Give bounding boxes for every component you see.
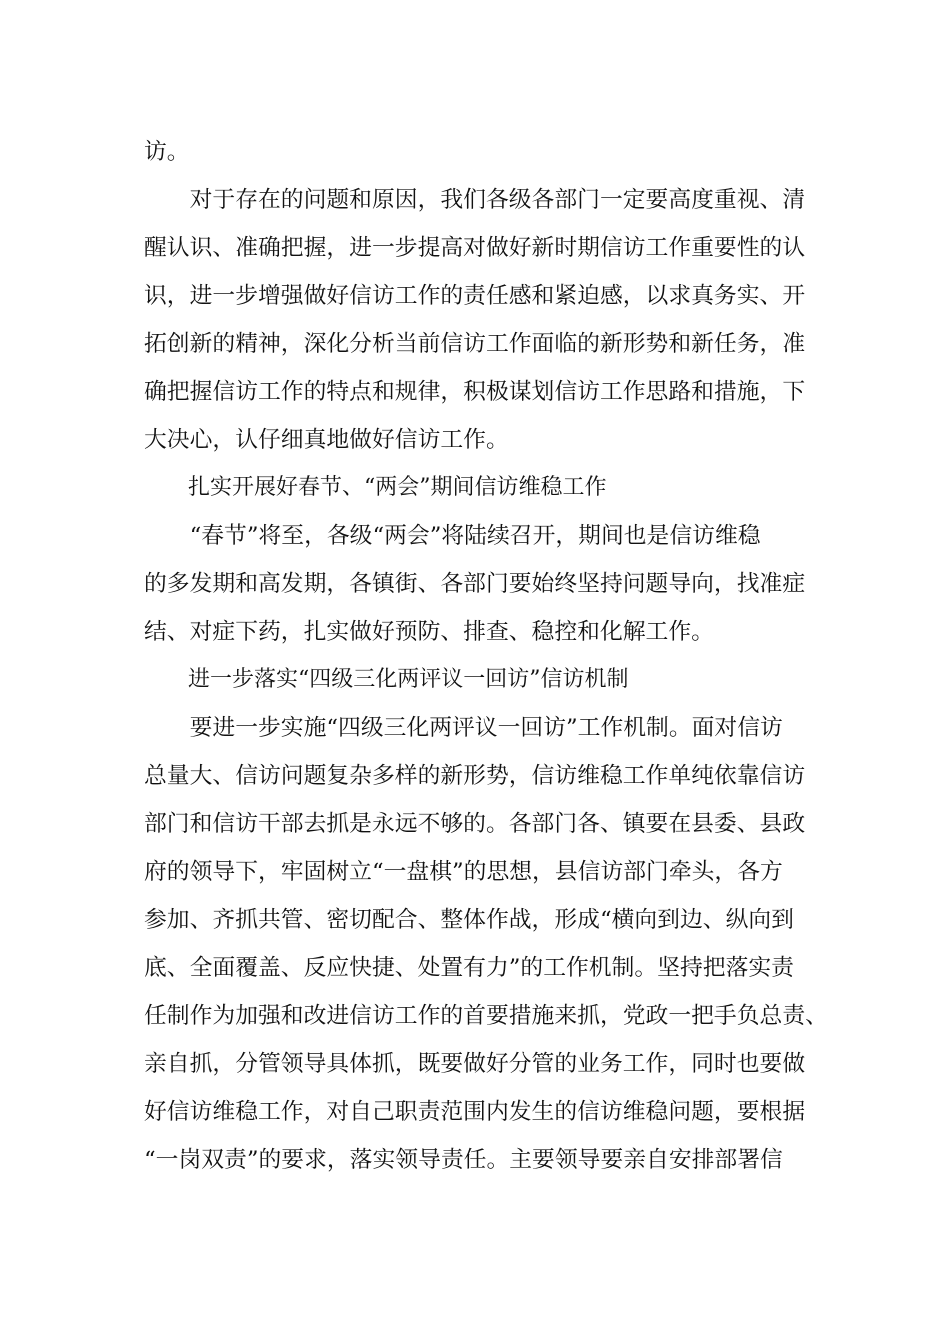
text-line: 识，进一步增强做好信访工作的责任感和紧迫感，以求真务实、开: [144, 283, 806, 309]
text-line: 参加、齐抓共管、密切配合、整体作战，形成“横向到边、纵向到: [144, 907, 794, 933]
text-line: 府的领导下，牢固树立“一盘棋”的思想，县信访部门牵头，各方: [144, 859, 783, 885]
text-line: 任制作为加强和改进信访工作的首要措施来抓，党政一把手负总责、: [144, 1003, 828, 1029]
text-line: 拓创新的精神，深化分析当前信访工作面临的新形势和新任务，准: [144, 331, 806, 357]
text-line: 大决心，认仔细真地做好信访工作。: [144, 427, 509, 453]
section-heading: 扎实开展好春节、“两会”期间信访维稳工作: [144, 475, 607, 500]
paragraph-line: “春节”将至，各级“两会”将陆续召开，期间也是信访维稳: [144, 523, 761, 549]
text-line: 好信访维稳工作，对自己职责范围内发生的信访维稳问题，要根据: [144, 1099, 806, 1125]
text-line: 部门和信访干部去抓是永远不够的。各部门各、镇要在县委、县政: [144, 811, 806, 837]
text-line: 的多发期和高发期，各镇街、各部门要始终坚持问题导向，找准症: [144, 571, 806, 597]
text-line: 亲自抓，分管领导具体抓，既要做好分管的业务工作，同时也要做: [144, 1051, 806, 1077]
text-line: 结、对症下药，扎实做好预防、排查、稳控和化解工作。: [144, 619, 714, 645]
text-line: 醒认识、准确把握，进一步提高对做好新时期信访工作重要性的认: [144, 235, 806, 261]
text-line: 底、全面覆盖、反应快捷、处置有力”的工作机制。坚持把落实责: [144, 955, 794, 981]
text-line: 访。: [144, 139, 190, 165]
text-line: 总量大、信访问题复杂多样的新形势，信访维稳工作单纯依靠信访: [144, 763, 806, 789]
paragraph-line: 对于存在的问题和原因，我们各级各部门一定要高度重视、清: [144, 187, 806, 213]
document-body: [144, 128, 844, 1184]
section-heading: 进一步落实“四级三化两评议一回访”信访机制: [144, 667, 629, 692]
text-line: 确把握信访工作的特点和规律，积极谋划信访工作思路和措施，下: [144, 379, 806, 405]
text-line: “一岗双责”的要求，落实领导责任。主要领导要亲自安排部署信: [144, 1147, 783, 1173]
paragraph-line: 要进一步实施“四级三化两评议一回访”工作机制。面对信访: [144, 715, 783, 741]
